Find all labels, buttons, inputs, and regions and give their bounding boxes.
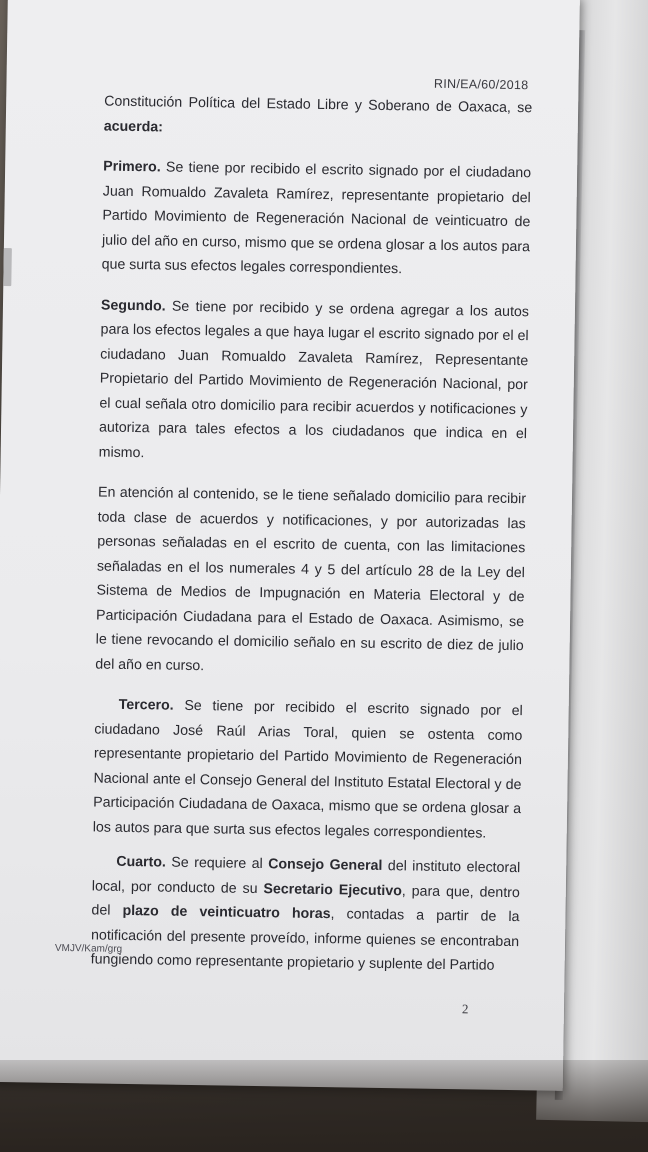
segundo-label: Segundo.: [100, 297, 166, 315]
intro-text: Constitución Política del Estado Libre y Soberano de Oaxaca, se: [104, 93, 533, 117]
page-tab-marker: [3, 248, 12, 286]
cuarto-bold-2: Secretario Ejecutivo: [263, 880, 402, 899]
cuarto-text-3: , para que, dentro del: [91, 882, 520, 919]
paragraph-cuarto: [91, 849, 521, 978]
intro-bold: acuerda:: [103, 118, 164, 135]
cuarto-text-1: Se requiere al: [165, 854, 269, 873]
cuarto-label: Cuarto.: [116, 853, 167, 871]
bottom-shadow: [0, 1060, 648, 1152]
document-body: [91, 90, 533, 979]
paragraph-primero: [101, 155, 531, 284]
case-reference: RIN/EA/60/2018: [433, 76, 529, 93]
cuarto-bold-1: Consejo General: [268, 856, 383, 874]
tercero-text: Se tiene por recibido el escrito signado por el ciudadano José Raúl Arias Toral, quien se ostenta como representante propietario del Partido Movimiento de Regeneración Nacional ante el Consejo General del Instituto Estatal Electoral y de Participación Ciudadana de Oaxaca, mismo que se ordena glosar a los autos para que surta sus efectos legales correspondientes.: [92, 697, 523, 842]
author-initials: VMJV/Kam/grg: [54, 942, 123, 955]
cuarto-bold-3: plazo de veinticuatro horas: [122, 902, 331, 923]
cuarto-text-4: , contadas a partir de la notificación del presente proveído, informe quienes se encontraban fungiendo como representante propietario y suplente del Partido: [90, 906, 520, 974]
paragraph-tercero: [93, 692, 523, 846]
primero-text: Se tiene por recibido el escrito signado por el ciudadano Juan Romualdo Zavaleta Ramírez, representante propietario del Partido Movimiento de Regeneración Nacional de veinticuatro de julio del año en curso, mismo que se ordena glosar a los autos para que surta sus efectos legales correspondientes.: [101, 159, 532, 278]
page-number: 2: [461, 1001, 469, 1017]
intro-paragraph: [104, 90, 533, 146]
cuarto-text-2: del instituto electoral local, por conducto de su: [91, 857, 521, 897]
tercero-label: Tercero.: [118, 696, 174, 714]
paragraph-segundo: [98, 293, 529, 471]
segundo-text: Se tiene por recibido y se ordena agregar a los autos para los efectos legales a que haya lugar el escrito signado por el el ciudadano Juan Romualdo Zavaleta Ramírez, Representante Propietario del Partido Movimiento de Regeneración Nacional, por el cual señala otro domicilio para recibir acuerdos y notificaciones y autoriza para tales efectos a los ciudadanos que indica en el mismo.: [98, 298, 530, 461]
atencion-text: En atención al contenido, se le tiene señalado domicilio para recibir toda clase de acuerdos y notificaciones, y por autorizadas las personas señaladas en el escrito de cuenta, con las limitaciones señaladas en el los numerales 4 y 5 del artículo 28 de la Ley del Sistema de Medios de Impugnación en Materia Electoral y de Participación Ciudadana para el Estado de Oaxaca. Asimismo, se le tiene revocando el domicilio señalo en su escrito de diez de julio del año en curso.: [95, 484, 527, 674]
paragraph-atencion: [95, 480, 526, 683]
primero-label: Primero.: [103, 158, 161, 176]
